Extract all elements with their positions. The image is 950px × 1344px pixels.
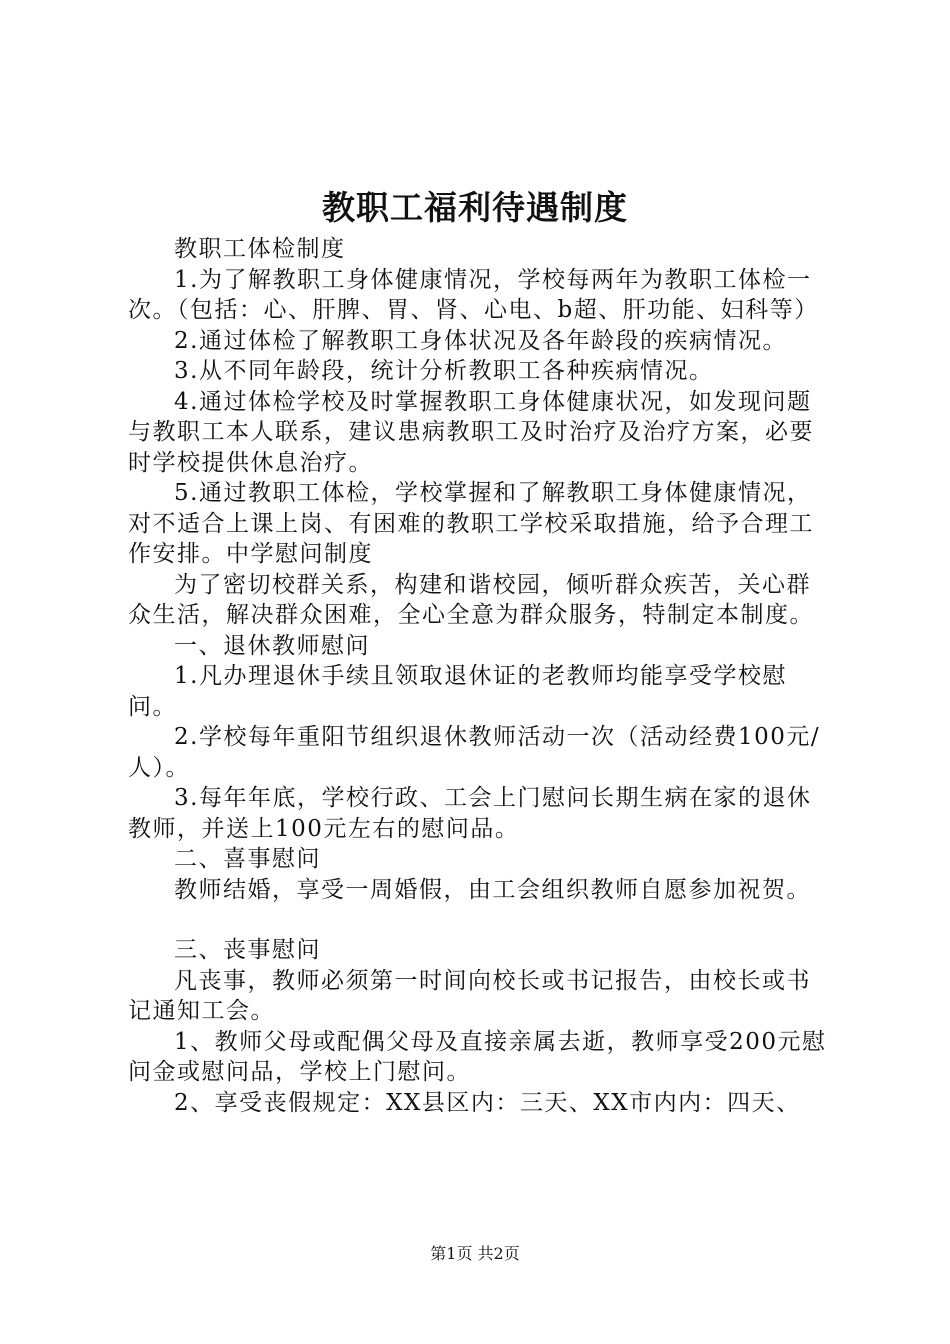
paragraph-3: 2.通过体检了解教职工身体状况及各年龄段的疾病情况。 — [174, 327, 787, 354]
paragraph-15: 凡丧事，教师必须第一时间向校长或书记报告，由校长或书记通知工会。 — [128, 967, 811, 1024]
paragraph-10: 2.学校每年重阳节组织退休教师活动一次（活动经费100元/人）。 — [128, 724, 821, 781]
paragraph-7: 为了密切校群关系，构建和谐校园，倾听群众疾苦，关心群众生活，解决群众困难，全心全意为群众服务，特制定本制度。 — [128, 571, 814, 628]
paragraph-16: 1、教师父母或配偶父母及直接亲属去逝，教师享受200元慰问金或慰问品，学校上门慰问。 — [128, 1028, 827, 1085]
paragraph-6: 5.通过教职工体检，学校掌握和了解教职工身体健康情况，对不适合上课上岗、有困难的教职工学校采取措施，给予合理工作安排。中学慰问制度 — [128, 480, 814, 567]
section-heading-retired: 一、退休教师慰问 — [174, 632, 370, 659]
document-title: 教职工福利待遇制度 — [322, 188, 628, 227]
page-footer: 第1页 共2页 — [430, 1244, 520, 1263]
paragraph-2: 1.为了解教职工身体健康情况，学校每两年为教职工体检一次。（包括：心、肝脾、胃、肾、心电、b超、肝功能、妇科等） — [128, 266, 819, 323]
paragraph-13: 教师结婚，享受一周婚假，由工会组织教师自愿参加祝贺。 — [174, 876, 811, 903]
paragraph-9: 1.凡办理退休手续且领取退休证的老教师均能享受学校慰问。 — [128, 663, 787, 720]
paragraph-4: 3.从不同年龄段，统计分析教职工各种疾病情况。 — [174, 358, 714, 384]
paragraph-1: 教职工体检制度 — [174, 236, 346, 262]
section-heading-happy: 二、喜事慰问 — [174, 846, 321, 872]
paragraph-5: 4.通过体检学校及时掌握教职工身体健康状况，如发现问题与教职工本人联系，建议患病教职工及时治疗及治疗方案，必要时学校提供休息治疗。 — [128, 388, 814, 476]
section-heading-funeral: 三、丧事慰问 — [174, 937, 321, 963]
document-body — [128, 234, 834, 1118]
paragraph-17: 2、享受丧假规定：XX县区内：三天、XX市内内：四天、 — [174, 1089, 801, 1116]
paragraph-11: 3.每年年底，学校行政、工会上门慰问长期生病在家的退休教师，并送上100元左右的慰问品。 — [128, 785, 812, 842]
